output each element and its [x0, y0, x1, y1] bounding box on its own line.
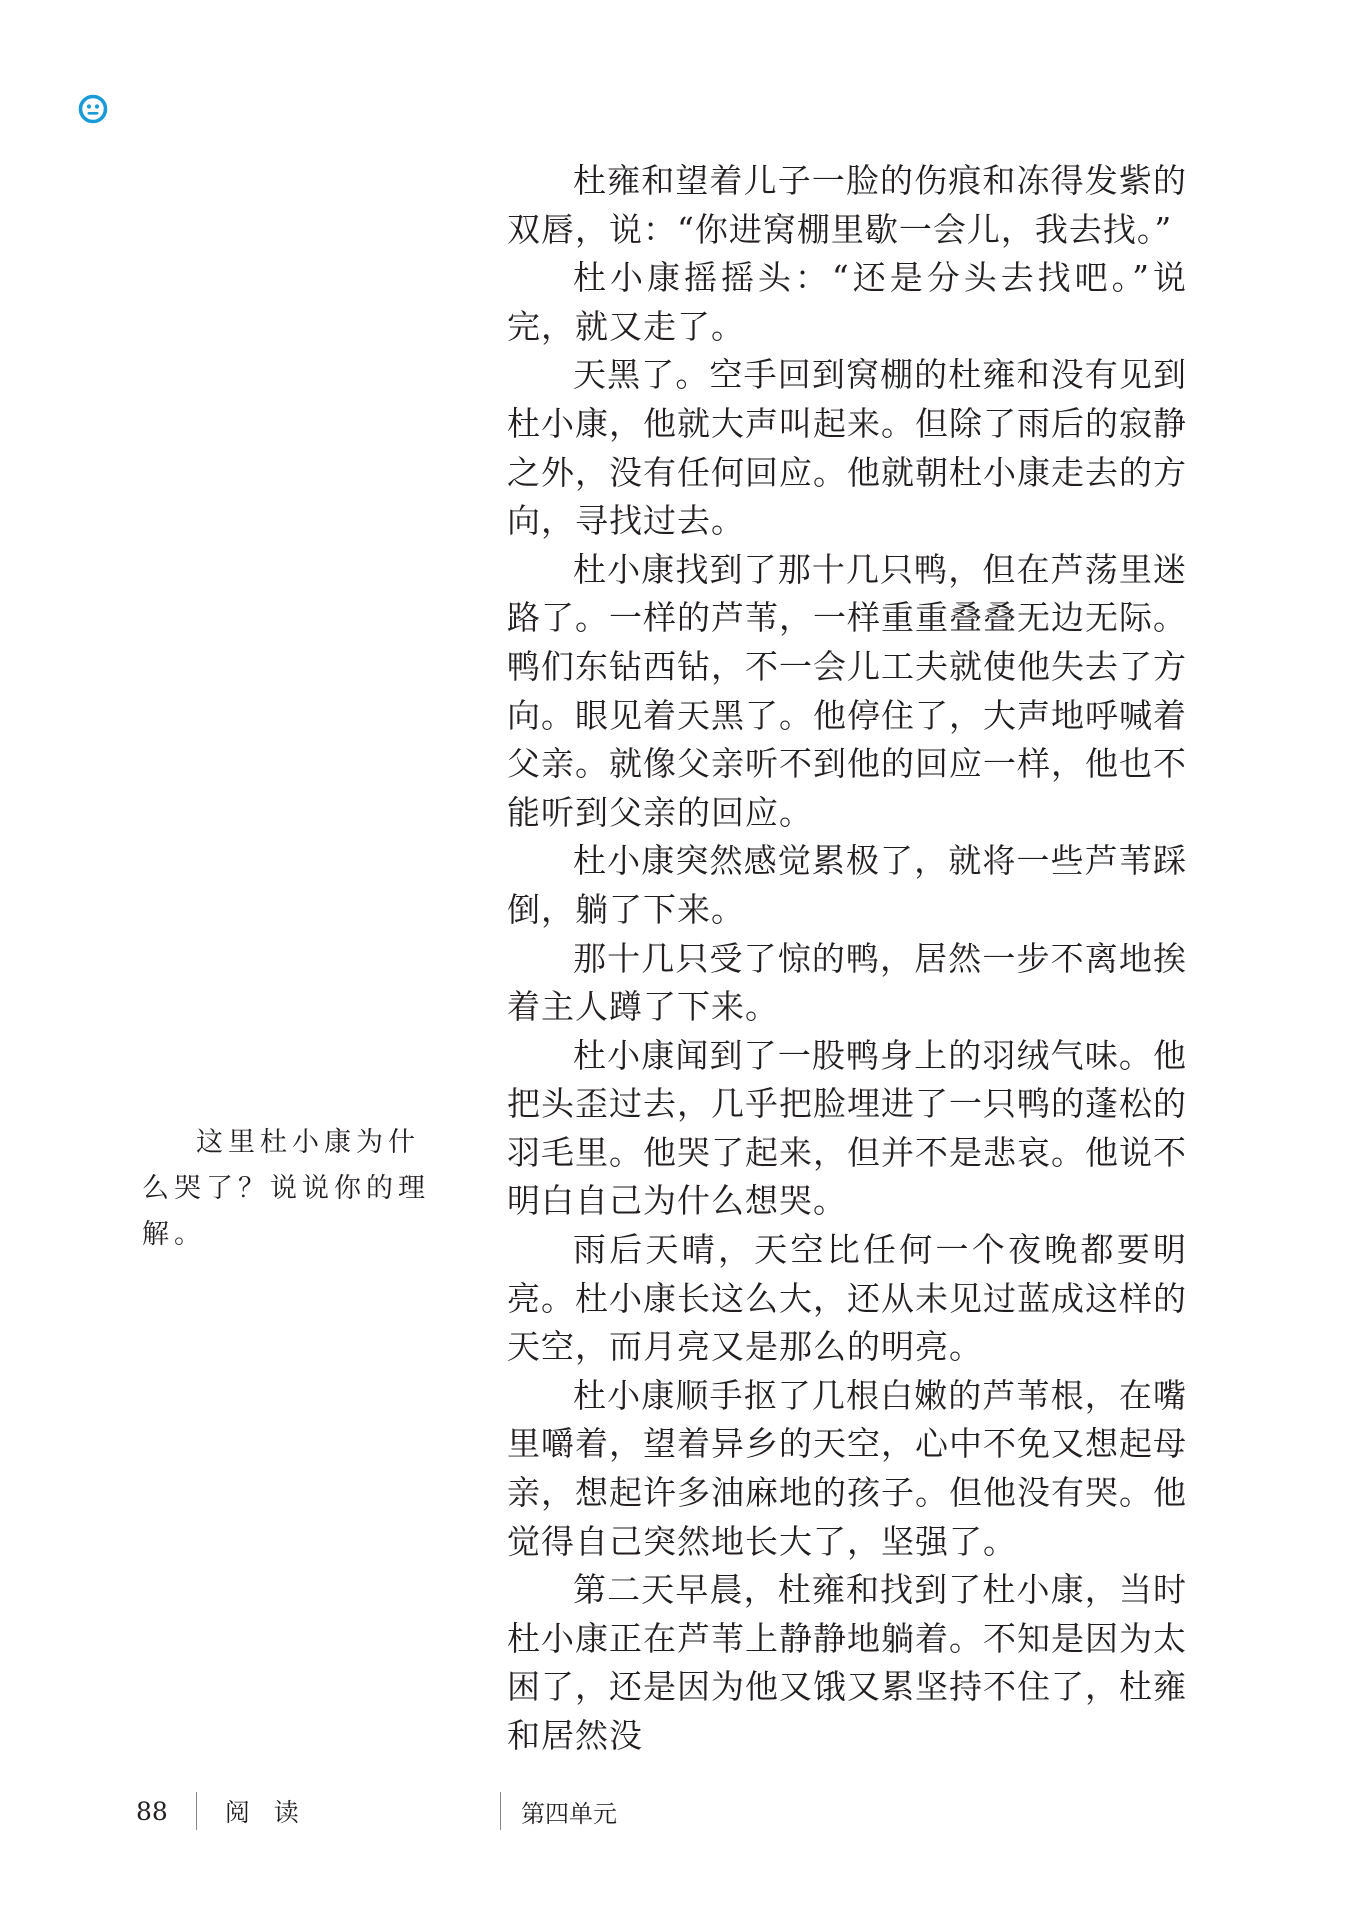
paragraph: 雨后天晴，天空比任何一个夜晚都要明亮。杜小康长这么大，还从未见过蓝成这样的天空，而月亮又是那么的明亮。 [507, 1230, 1187, 1367]
paragraph: 杜小康摇摇头：“还是分头去找吧。”说完，就又走了。 [507, 258, 1187, 346]
paragraph: 杜小康顺手抠了几根白嫩的芦苇根，在嘴里嚼着，望着异乡的天空，心中不免又想起母亲，想起许多油麻地的孩子。但他没有哭。他觉得自己突然地长大了，坚强了。 [507, 1375, 1187, 1561]
margin-question: 这里杜小康为什么哭了？说说你的理解。 [142, 1127, 430, 1250]
paragraph: 杜小康闻到了一股鸭身上的羽绒气味。他把头歪过去，几乎把脸埋进了一只鸭的蓬松的羽毛里。他哭了起来，但并不是悲哀。他说不明白自己为什么想哭。 [507, 1035, 1187, 1221]
paragraph: 天黑了。空手回到窝棚的杜雍和没有见到杜小康，他就大声叫起来。但除了雨后的寂静之外，没有任何回应。他就朝杜小康走去的方向，寻找过去。 [507, 355, 1187, 541]
section-title: 阅 读 [224, 1798, 307, 1827]
footer-left [136, 1786, 307, 1836]
paragraph: 杜小康找到了那十几只鸭，但在芦荡里迷路了。一样的芦苇，一样重重叠叠无边无际。鸭们东钻西钻，不一会儿工夫就使他失去了方向。眼见着天黑了。他停住了，大声地呼喊着父亲。就像父亲听不到他的回应一样，他也不能听到父亲的回应。 [507, 549, 1187, 832]
footer-right [500, 1786, 617, 1836]
paragraph: 杜小康突然感觉累极了，就将一些芦苇踩倒，躺了下来。 [507, 841, 1187, 929]
footer-divider [196, 1792, 197, 1830]
paragraph: 杜雍和望着儿子一脸的伤痕和冻得发紫的双唇，说：“你进窝棚里歇一会儿，我去找。” [507, 161, 1187, 249]
unit-title: 第四单元 [521, 1799, 617, 1828]
story-text [507, 157, 1187, 1761]
footer-divider [500, 1792, 501, 1830]
smiley-icon [78, 94, 108, 124]
page-number: 88 [136, 1796, 168, 1826]
paragraph: 第二天早晨，杜雍和找到了杜小康，当时杜小康正在芦苇上静静地躺着。不知是因为太困了，还是因为他又饿又累坚持不住了，杜雍和居然没 [507, 1570, 1187, 1755]
paragraph: 那十几只受了惊的鸭，居然一步不离地挨着主人蹲了下来。 [507, 938, 1187, 1027]
